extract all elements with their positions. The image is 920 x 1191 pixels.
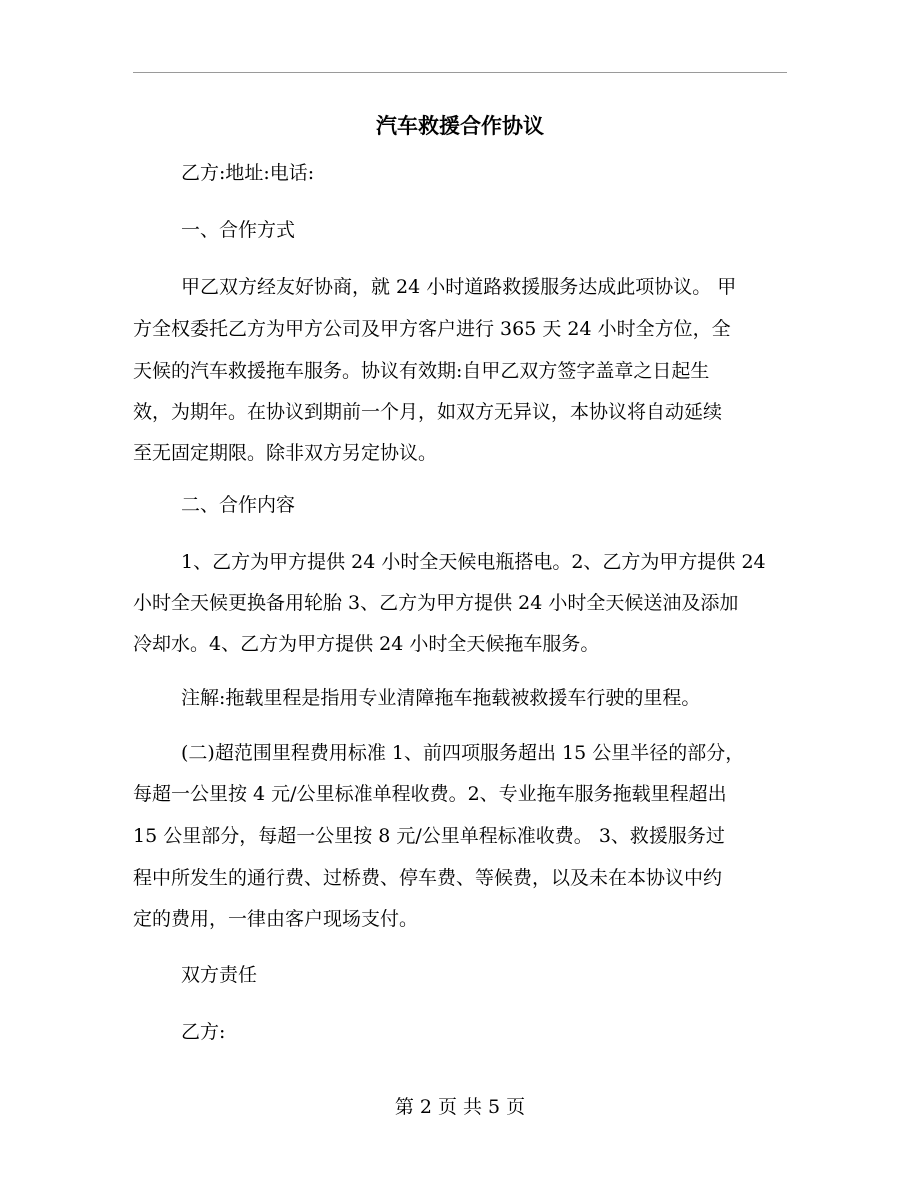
section2-line: 冷却水。4、乙方为甲方提供 24 小时全天候拖车服务。 xyxy=(133,633,600,655)
fee-line: 定的费用，一律由客户现场支付。 xyxy=(133,908,419,930)
section1-line: 天候的汽车救援拖车服务。协议有效期:自甲乙双方签字盖章之日起生 xyxy=(133,360,710,382)
page-indicator: 第 2 页 共 5 页 xyxy=(394,1096,526,1118)
fee-line: (二)超范围里程费用标准 1、前四项服务超出 15 公里半径的部分， xyxy=(181,742,745,764)
party-line: 乙方:地址:电话: xyxy=(181,162,315,184)
party-b-label: 乙方: xyxy=(181,1021,226,1043)
note-line: 注解:拖载里程是指用专业清障拖车拖载被救援车行驶的里程。 xyxy=(181,687,701,709)
section1-line: 方全权委托乙方为甲方公司及甲方客户进行 365 天 24 小时全方位，全 xyxy=(133,318,731,340)
section1-line: 甲乙双方经友好协商，就 24 小时道路救援服务达成此项协议。 甲 xyxy=(181,276,737,298)
header-rule xyxy=(133,72,787,73)
fee-line: 程中所发生的通行费、过桥费、停车费、等候费，以及未在本协议中约 xyxy=(133,867,723,889)
document-title: 汽车救援合作协议 xyxy=(376,113,544,138)
fee-line: 每超一公里按 4 元/公里标准单程收费。2、专业拖车服务拖载里程超出 xyxy=(133,783,727,805)
section1-heading: 一、合作方式 xyxy=(181,219,296,241)
section1-line: 至无固定期限。除非双方另定协议。 xyxy=(133,442,438,464)
fee-line: 15 公里部分，每超一公里按 8 元/公里单程标准收费。 3、救援服务过 xyxy=(133,825,725,847)
responsibility-heading: 双方责任 xyxy=(181,964,258,986)
section2-line: 1、乙方为甲方提供 24 小时全天候电瓶搭电。2、乙方为甲方提供 24 xyxy=(181,551,766,573)
section2-line: 小时全天候更换备用轮胎 3、乙方为甲方提供 24 小时全天候送油及添加 xyxy=(133,592,739,614)
section2-heading: 二、合作内容 xyxy=(181,494,296,516)
section1-line: 效，为期年。在协议到期前一个月，如双方无异议，本协议将自动延续 xyxy=(133,401,723,423)
